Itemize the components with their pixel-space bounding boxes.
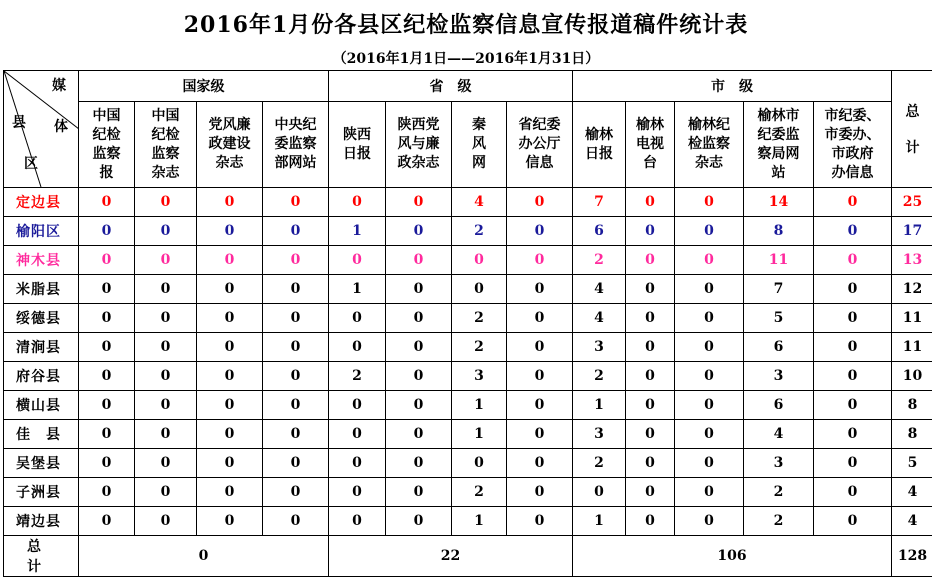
county-name: 吴堡县 — [4, 449, 79, 478]
group-provincial: 省 级 — [329, 71, 573, 102]
media-header-label: 中国 纪检 监察 报 — [92, 107, 121, 181]
count-cell: 0 — [675, 275, 744, 304]
count-cell: 0 — [329, 507, 386, 536]
row-total: 11 — [892, 333, 932, 362]
count-cell: 0 — [814, 391, 892, 420]
count-cell: 0 — [814, 333, 892, 362]
count-cell: 0 — [79, 275, 135, 304]
count-cell: 4 — [744, 420, 814, 449]
media-header-label: 秦 风 网 — [472, 117, 486, 171]
media-header-label: 榆林纪 检监察 杂志 — [688, 117, 730, 171]
count-cell: 0 — [263, 507, 329, 536]
media-header-label: 榆林市 纪委监 察局网 站 — [757, 107, 800, 181]
count-cell: 0 — [135, 188, 197, 217]
count-cell: 0 — [675, 507, 744, 536]
count-cell: 1 — [452, 420, 507, 449]
count-cell: 0 — [386, 449, 452, 478]
count-cell: 1 — [329, 217, 386, 246]
count-cell: 0 — [386, 362, 452, 391]
count-cell: 0 — [675, 333, 744, 362]
count-cell: 0 — [452, 275, 507, 304]
count-cell: 14 — [744, 188, 814, 217]
media-header-5 — [386, 102, 452, 188]
page-title: 2016年1月份各县区纪检监察信息宣传报道稿件统计表 — [183, 12, 749, 38]
count-cell: 0 — [675, 391, 744, 420]
media-header-label: 中国 纪检 监察 杂志 — [151, 107, 180, 181]
count-cell: 0 — [79, 188, 135, 217]
count-cell: 0 — [814, 188, 892, 217]
media-header-label: 陕西党 风与廉 政杂志 — [397, 117, 440, 171]
count-cell: 0 — [675, 246, 744, 275]
count-cell: 2 — [573, 449, 626, 478]
stats-table — [3, 70, 932, 577]
media-header-label: 市纪委、 市委办、 市政府 办信息 — [824, 107, 881, 181]
corner-label-xian: 县 — [12, 115, 26, 131]
count-cell: 0 — [263, 217, 329, 246]
count-cell: 0 — [814, 304, 892, 333]
count-cell: 0 — [507, 188, 573, 217]
count-cell: 0 — [386, 188, 452, 217]
total-grand: 128 — [892, 536, 932, 577]
count-cell: 3 — [744, 362, 814, 391]
count-cell: 0 — [386, 304, 452, 333]
count-cell: 0 — [626, 217, 675, 246]
count-cell: 0 — [79, 362, 135, 391]
corner-label-qu: 区 — [24, 156, 38, 172]
count-cell: 1 — [573, 391, 626, 420]
count-cell: 2 — [452, 333, 507, 362]
count-cell: 0 — [135, 246, 197, 275]
row-total: 10 — [892, 362, 932, 391]
count-cell: 0 — [507, 246, 573, 275]
media-header-row — [4, 102, 932, 188]
count-cell: 0 — [329, 478, 386, 507]
count-cell: 0 — [263, 246, 329, 275]
media-header-label: 陕西 日报 — [343, 126, 371, 162]
media-header-1 — [135, 102, 197, 188]
table-row — [4, 246, 932, 275]
county-name: 靖边县 — [4, 507, 79, 536]
media-header-label: 中央纪 委监察 部网站 — [274, 117, 317, 171]
count-cell: 0 — [626, 188, 675, 217]
count-cell: 0 — [626, 478, 675, 507]
count-cell: 0 — [263, 362, 329, 391]
count-cell: 0 — [135, 449, 197, 478]
count-cell: 7 — [573, 188, 626, 217]
count-cell: 0 — [626, 304, 675, 333]
count-cell: 0 — [386, 391, 452, 420]
count-cell: 0 — [507, 217, 573, 246]
county-name: 绥德县 — [4, 304, 79, 333]
count-cell: 0 — [79, 391, 135, 420]
count-cell: 0 — [263, 188, 329, 217]
media-header-7 — [507, 102, 573, 188]
media-header-0 — [79, 102, 135, 188]
count-cell: 0 — [197, 507, 263, 536]
count-cell: 0 — [263, 304, 329, 333]
count-cell: 0 — [263, 449, 329, 478]
county-name: 横山县 — [4, 391, 79, 420]
table-row — [4, 217, 932, 246]
media-header-label: 党风廉 政建设 杂志 — [208, 117, 251, 171]
count-cell: 6 — [573, 217, 626, 246]
county-name: 定边县 — [4, 188, 79, 217]
count-cell: 0 — [197, 362, 263, 391]
count-cell: 1 — [452, 391, 507, 420]
media-header-label: 榆林 日报 — [585, 126, 613, 162]
row-total: 12 — [892, 275, 932, 304]
media-header-9 — [626, 102, 675, 188]
count-cell: 0 — [386, 217, 452, 246]
count-cell: 0 — [197, 217, 263, 246]
table-row — [4, 420, 932, 449]
count-cell: 0 — [675, 362, 744, 391]
count-cell: 3 — [573, 333, 626, 362]
count-cell: 0 — [675, 420, 744, 449]
count-cell: 1 — [329, 275, 386, 304]
count-cell: 0 — [814, 507, 892, 536]
count-cell: 0 — [386, 275, 452, 304]
count-cell: 6 — [744, 391, 814, 420]
count-cell: 0 — [626, 507, 675, 536]
count-cell: 0 — [329, 304, 386, 333]
media-header-12 — [814, 102, 892, 188]
media-header-label: 榆林 电视 台 — [636, 117, 664, 171]
row-total: 11 — [892, 304, 932, 333]
count-cell: 0 — [626, 420, 675, 449]
count-cell: 0 — [452, 246, 507, 275]
count-cell: 0 — [675, 304, 744, 333]
count-cell: 0 — [197, 246, 263, 275]
row-total: 17 — [892, 217, 932, 246]
table-row — [4, 362, 932, 391]
count-cell: 8 — [744, 217, 814, 246]
count-cell: 2 — [452, 304, 507, 333]
count-cell: 0 — [675, 478, 744, 507]
row-total: 25 — [892, 188, 932, 217]
count-cell: 0 — [329, 246, 386, 275]
county-name: 府谷县 — [4, 362, 79, 391]
count-cell: 0 — [452, 449, 507, 478]
count-cell: 0 — [197, 333, 263, 362]
count-cell: 2 — [329, 362, 386, 391]
count-cell: 0 — [135, 217, 197, 246]
media-header-label: 省纪委 办公厅 信息 — [518, 117, 561, 171]
count-cell: 0 — [197, 304, 263, 333]
count-cell: 1 — [452, 507, 507, 536]
count-cell: 0 — [507, 478, 573, 507]
row-total: 8 — [892, 391, 932, 420]
count-cell: 0 — [197, 449, 263, 478]
count-cell: 0 — [135, 333, 197, 362]
group-city: 市 级 — [573, 71, 892, 102]
table-row — [4, 333, 932, 362]
count-cell: 0 — [507, 420, 573, 449]
count-cell: 0 — [675, 188, 744, 217]
count-cell: 0 — [135, 362, 197, 391]
media-header-8 — [573, 102, 626, 188]
count-cell: 0 — [814, 217, 892, 246]
count-cell: 0 — [626, 391, 675, 420]
count-cell: 0 — [675, 449, 744, 478]
table-row — [4, 507, 932, 536]
count-cell: 2 — [744, 507, 814, 536]
count-cell: 0 — [197, 391, 263, 420]
total-label: 总 计 — [4, 536, 79, 577]
corner-label-mei: 媒 — [52, 78, 66, 94]
table-row — [4, 275, 932, 304]
count-cell: 0 — [135, 275, 197, 304]
media-header-10 — [675, 102, 744, 188]
corner-label-ti: 体 — [54, 119, 68, 135]
count-cell: 0 — [507, 304, 573, 333]
count-cell: 11 — [744, 246, 814, 275]
table-row — [4, 391, 932, 420]
count-cell: 2 — [573, 362, 626, 391]
county-name: 佳 县 — [4, 420, 79, 449]
count-cell: 0 — [79, 217, 135, 246]
count-cell: 5 — [744, 304, 814, 333]
count-cell: 0 — [626, 275, 675, 304]
row-total: 5 — [892, 449, 932, 478]
table-row — [4, 188, 932, 217]
count-cell: 0 — [135, 507, 197, 536]
count-cell: 0 — [626, 333, 675, 362]
count-cell: 0 — [386, 246, 452, 275]
count-cell: 0 — [386, 333, 452, 362]
count-cell: 2 — [452, 478, 507, 507]
count-cell: 0 — [263, 391, 329, 420]
count-cell: 2 — [452, 217, 507, 246]
media-header-6 — [452, 102, 507, 188]
total-national: 0 — [79, 536, 329, 577]
count-cell: 0 — [135, 420, 197, 449]
total-column-header: 总 计 — [892, 71, 932, 188]
count-cell: 0 — [675, 217, 744, 246]
count-cell: 0 — [135, 391, 197, 420]
count-cell: 0 — [135, 478, 197, 507]
count-cell: 0 — [329, 420, 386, 449]
count-cell: 0 — [507, 507, 573, 536]
count-cell: 7 — [744, 275, 814, 304]
total-city: 106 — [573, 536, 892, 577]
row-total: 4 — [892, 507, 932, 536]
table-row — [4, 449, 932, 478]
count-cell: 4 — [573, 304, 626, 333]
group-header-row — [4, 71, 932, 102]
county-name: 神木县 — [4, 246, 79, 275]
count-cell: 0 — [79, 449, 135, 478]
count-cell: 0 — [263, 478, 329, 507]
count-cell: 3 — [452, 362, 507, 391]
count-cell: 0 — [386, 507, 452, 536]
table-row — [4, 478, 932, 507]
county-name: 米脂县 — [4, 275, 79, 304]
count-cell: 0 — [197, 478, 263, 507]
count-cell: 0 — [626, 449, 675, 478]
count-cell: 0 — [507, 275, 573, 304]
media-header-2 — [197, 102, 263, 188]
count-cell: 0 — [329, 188, 386, 217]
count-cell: 6 — [744, 333, 814, 362]
count-cell: 0 — [263, 275, 329, 304]
county-name: 子洲县 — [4, 478, 79, 507]
group-national: 国家级 — [79, 71, 329, 102]
count-cell: 0 — [814, 478, 892, 507]
count-cell: 0 — [814, 362, 892, 391]
count-cell: 1 — [573, 507, 626, 536]
totals-row — [4, 536, 932, 577]
count-cell: 0 — [626, 362, 675, 391]
count-cell: 0 — [79, 333, 135, 362]
count-cell: 4 — [452, 188, 507, 217]
count-cell: 0 — [329, 333, 386, 362]
count-cell: 0 — [197, 275, 263, 304]
count-cell: 0 — [79, 420, 135, 449]
count-cell: 4 — [573, 275, 626, 304]
count-cell: 0 — [329, 449, 386, 478]
county-name: 榆阳区 — [4, 217, 79, 246]
media-header-11 — [744, 102, 814, 188]
count-cell: 0 — [386, 478, 452, 507]
count-cell: 0 — [263, 333, 329, 362]
media-header-3 — [263, 102, 329, 188]
row-total: 4 — [892, 478, 932, 507]
count-cell: 0 — [197, 188, 263, 217]
count-cell: 0 — [573, 478, 626, 507]
count-cell: 0 — [79, 246, 135, 275]
count-cell: 0 — [263, 420, 329, 449]
count-cell: 2 — [744, 478, 814, 507]
count-cell: 0 — [814, 420, 892, 449]
corner-cell — [4, 71, 79, 188]
count-cell: 0 — [507, 449, 573, 478]
count-cell: 0 — [626, 246, 675, 275]
count-cell: 0 — [79, 478, 135, 507]
count-cell: 0 — [135, 304, 197, 333]
date-range: （2016年1月1日——2016年1月31日） — [332, 51, 600, 67]
row-total: 13 — [892, 246, 932, 275]
total-provincial: 22 — [329, 536, 573, 577]
count-cell: 0 — [814, 246, 892, 275]
media-header-4 — [329, 102, 386, 188]
count-cell: 0 — [507, 333, 573, 362]
count-cell: 0 — [814, 449, 892, 478]
count-cell: 3 — [573, 420, 626, 449]
count-cell: 0 — [79, 304, 135, 333]
count-cell: 0 — [197, 420, 263, 449]
count-cell: 0 — [507, 391, 573, 420]
county-name: 清涧县 — [4, 333, 79, 362]
count-cell: 3 — [744, 449, 814, 478]
count-cell: 0 — [814, 275, 892, 304]
count-cell: 0 — [329, 391, 386, 420]
row-total: 8 — [892, 420, 932, 449]
count-cell: 0 — [79, 507, 135, 536]
count-cell: 0 — [386, 420, 452, 449]
count-cell: 0 — [507, 362, 573, 391]
table-row — [4, 304, 932, 333]
count-cell: 2 — [573, 246, 626, 275]
